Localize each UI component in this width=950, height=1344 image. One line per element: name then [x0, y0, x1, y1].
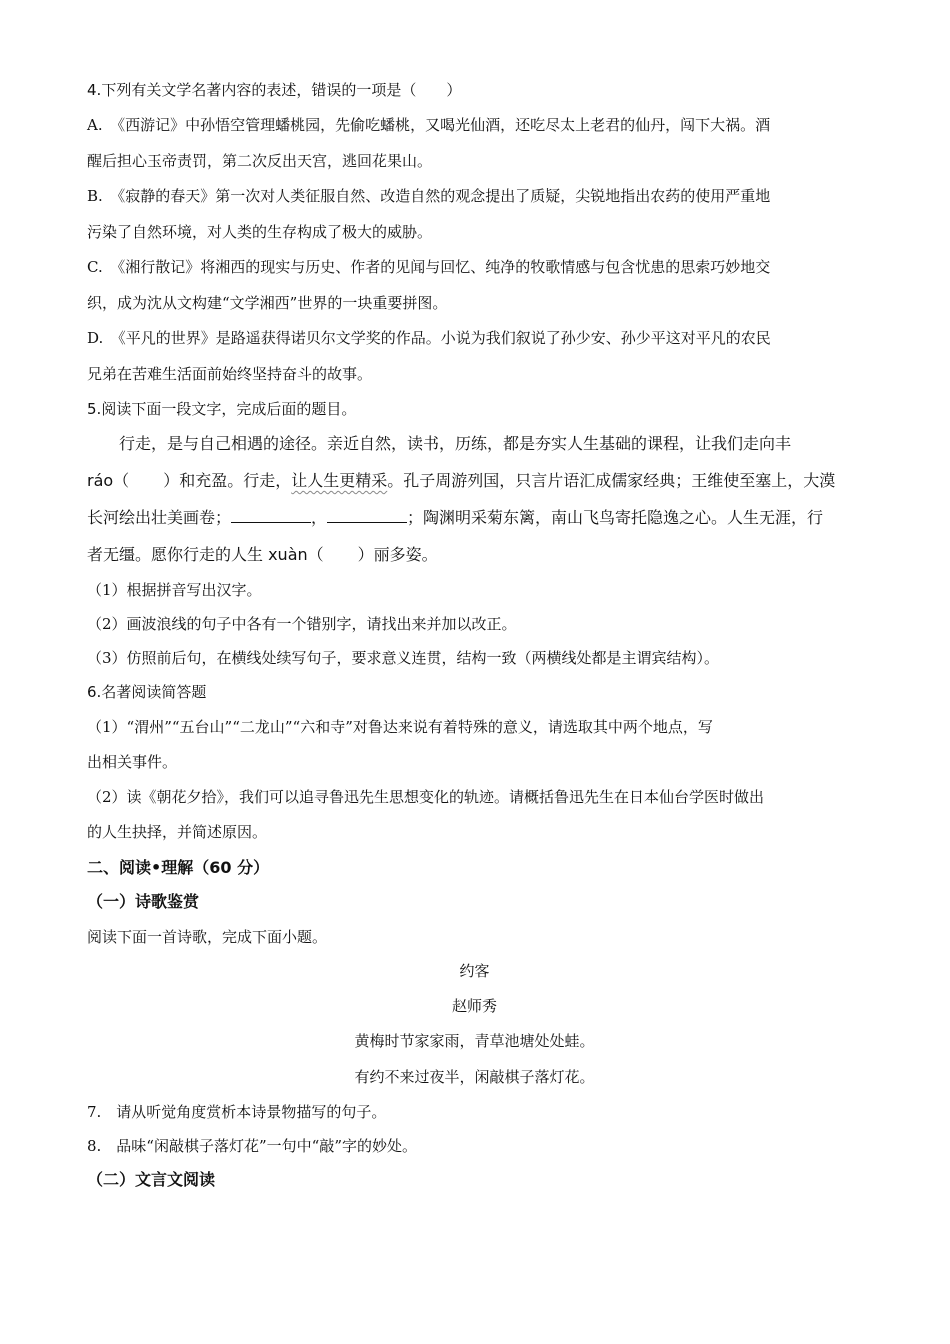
q5-sub1: （1）根据拼音写出汉字。	[87, 581, 262, 599]
q4-option-c-line2: 织，成为沈从文构建“文学湘西”世界的一块重要拼图。	[87, 294, 448, 312]
q4-stem	[87, 78, 461, 102]
q5-sub2: （2）画波浪线的句子中各有一个错别字，请找出来并加以改正。	[87, 615, 517, 633]
q4-option-c-line1: C. 《湘行散记》将湘西的现实与历史、作者的见闻与回忆、纯净的牧歌情感与包含忧患的思索巧妙地交	[87, 258, 771, 276]
q6-sub2-line2: 的人生抉择，并简述原因。	[87, 823, 268, 841]
q5-blank-1[interactable]	[231, 506, 311, 523]
q5-passage-text-rest: 。孔子周游列国，只言片语汇成儒家经典；王维使至塞上，大漠	[387, 471, 836, 490]
q5-passage-line2	[87, 469, 835, 493]
q6-number: 6.	[87, 683, 102, 701]
poem-title: 约客	[459, 962, 490, 980]
q5-passage-text-a: 长河绘出壮美画卷；	[87, 508, 232, 527]
q8: 8. 品味“闲敲棋子落灯花”一句中“敲”字的妙处。	[87, 1137, 417, 1155]
section2-title: 二、阅读•理解（60 分）	[87, 858, 270, 877]
q5-pinyin-rao: ráo（	[87, 471, 130, 490]
q4-option-a-line2: 醒后担心玉帝责罚，第二次反出天宫，逃回花果山。	[87, 152, 433, 170]
q4-number: 4.	[87, 81, 102, 99]
poem-line-2: 有约不来过夜半，闲敲棋子落灯花。	[354, 1068, 595, 1086]
q7: 7. 请从听觉角度赏析本诗景物描写的句子。	[87, 1103, 387, 1121]
q5-passage-line4	[87, 543, 438, 567]
q4-option-d-line1: D. 《平凡的世界》是路遥获得诺贝尔文学奖的作品。小说为我们叙说了孙少安、孙少平这对平凡的农民	[87, 329, 771, 347]
q5-number: 5.	[87, 400, 102, 418]
q5-passage-line1: 行走，是与自己相遇的途径。亲近自然，读书，历练，都是夯实人生基础的课程，让我们走向丰	[119, 434, 792, 453]
q5-comma: ，	[311, 508, 328, 527]
q6-sub1-line1: （1）“渭州”“五台山”“二龙山”“六和寺”对鲁达来说有着特殊的意义，请选取其中两个地点，写	[87, 718, 713, 736]
q5-passage-text-c: 者无缰。愿你行走的人生 xuàn（	[87, 545, 324, 564]
q6-sub1-line2: 出相关事件。	[87, 753, 178, 771]
section2-sub1-heading: （一）诗歌鉴赏	[87, 892, 200, 911]
q4-stem-text: 下列有关文学名著内容的表述，错误的一项是（ ）	[101, 81, 462, 99]
q5-stem-text: 阅读下面一段文字，完成后面的题目。	[101, 400, 357, 418]
q4-option-b-line2: 污染了自然环境，对人类的生存构成了极大的威胁。	[87, 223, 433, 241]
q4-option-d-line2: 兄弟在苦难生活面前始终坚持奋斗的故事。	[87, 365, 373, 383]
q4-option-b-line1: B. 《寂静的春天》第一次对人类征服自然、改造自然的观念提出了质疑，尖锐地指出农药的使用严重地	[87, 187, 771, 205]
q5-passage-text-b: ；陶渊明采菊东篱，南山飞鸟寄托隐逸之心。人生无涯，行	[407, 508, 824, 527]
q5-wavy-sentence: 让人生更精采	[291, 471, 388, 490]
poem-author: 赵师秀	[451, 997, 497, 1015]
q5-sub3: （3）仿照前后句，在横线处续写句子，要求意义连贯，结构一致（两横线处都是主谓宾结构）。	[87, 649, 720, 667]
section2-sub2-heading: （二）文言文阅读	[87, 1170, 216, 1189]
q6-stem	[87, 680, 206, 704]
q5-passage-line3	[87, 506, 823, 530]
poem-intro: 阅读下面一首诗歌，完成下面小题。	[87, 928, 328, 946]
q6-stem-text: 名著阅读简答题	[101, 683, 207, 701]
q6-sub2-line1: （2）读《朝花夕拾》，我们可以追寻鲁迅先生思想变化的轨迹。请概括鲁迅先生在日本仙台学医时做出	[87, 788, 765, 806]
q4-option-a-line1: A. 《西游记》中孙悟空管理蟠桃园，先偷吃蟠桃，又喝光仙酒，还吃尽太上老君的仙丹，闯下大祸。酒	[87, 116, 771, 134]
q5-passage-text-d: ）丽多姿。	[357, 545, 438, 564]
q5-passage-text: ）和充盈。行走，	[163, 471, 292, 490]
q5-blank-2[interactable]	[327, 506, 407, 523]
q5-stem	[87, 397, 356, 421]
poem-line-1: 黄梅时节家家雨，青草池塘处处蛙。	[354, 1032, 595, 1050]
